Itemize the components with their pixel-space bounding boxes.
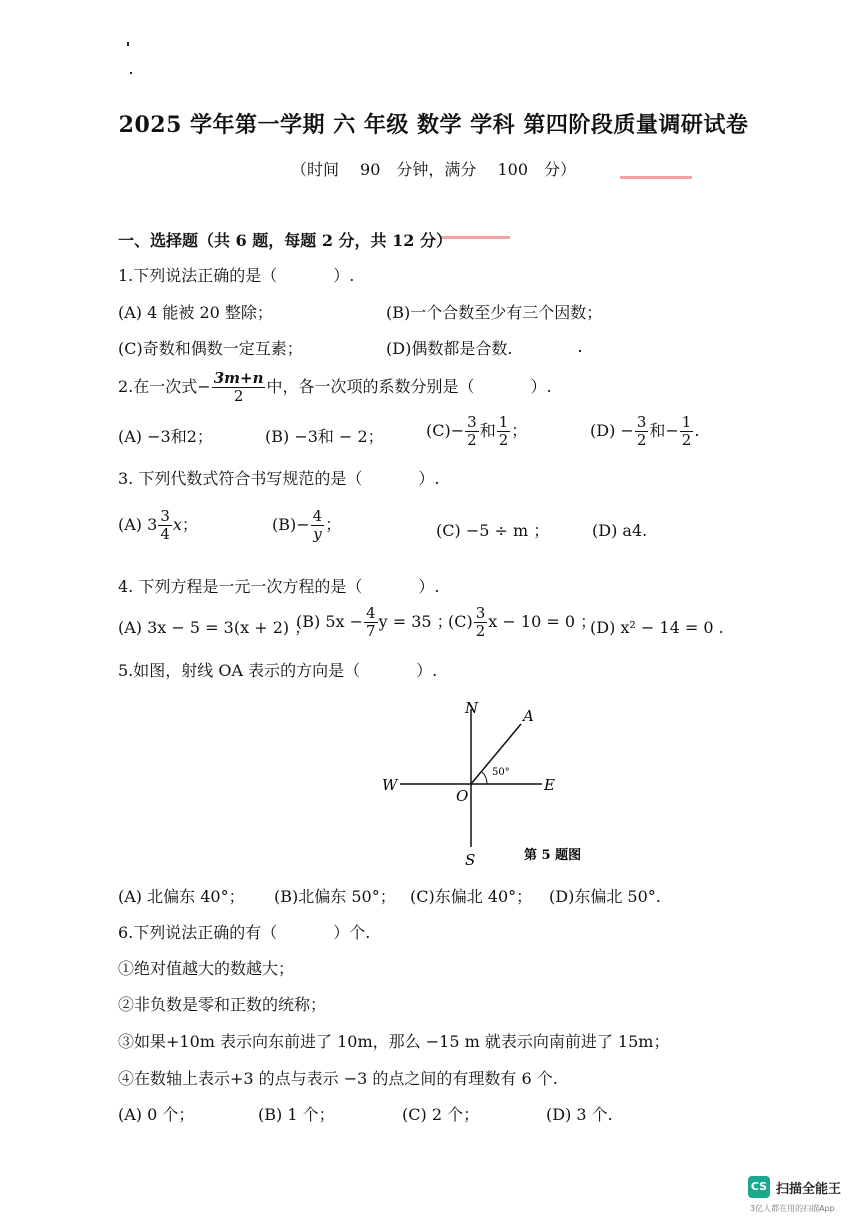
question-5-option-c: (C)东偏北 40°； bbox=[410, 887, 533, 906]
question-1-option-b: (B)一个合数至少有三个因数； bbox=[386, 303, 603, 322]
question-5-option-d: (D)东偏北 50°. bbox=[549, 887, 661, 906]
question-6-stem bbox=[118, 922, 370, 944]
question-5-stem bbox=[118, 660, 437, 682]
scan-speck bbox=[127, 42, 129, 46]
compass-figure bbox=[370, 695, 630, 875]
question-2-stem bbox=[118, 370, 552, 405]
fraction bbox=[158, 508, 172, 543]
question-4-option-d: (D) x² − 14 = 0 . bbox=[590, 618, 724, 637]
stem-text: ）. bbox=[333, 266, 355, 285]
fraction bbox=[497, 414, 511, 449]
and-text: 和 bbox=[479, 421, 496, 440]
question-6-statement-1: ①绝对值越大的数越大； bbox=[118, 959, 295, 978]
angle-arc bbox=[482, 772, 487, 784]
numerator: 1 bbox=[498, 413, 509, 431]
question-2-option-b: (B) −3和 − 2； bbox=[265, 427, 384, 446]
fraction bbox=[212, 370, 266, 405]
option-text: y = 35 ； bbox=[378, 612, 453, 631]
question-5-option-b: (B)北偏东 50°； bbox=[274, 887, 396, 906]
question-6-option-d: (D) 3 个. bbox=[546, 1105, 613, 1124]
stem-text: 5.如图，射线 OA 表示的方向是（ bbox=[118, 661, 361, 680]
question-2-option-c: (C)− $\frac{3}{2}$ 和 $\frac{1}{2}$ ； bbox=[426, 413, 528, 449]
option-end: ； bbox=[511, 421, 528, 440]
question-4-option-c bbox=[448, 605, 596, 640]
scanner-app-name: 扫描全能王 bbox=[776, 1182, 842, 1197]
question-4-option-b bbox=[296, 605, 453, 640]
angle-label: 50° bbox=[492, 767, 510, 778]
question-1-option-d: (D)偶数都是合数. bbox=[386, 339, 513, 358]
denominator: 2 bbox=[498, 431, 509, 449]
question-2-option-d: (D) − $\frac{3}{2}$ 和− $\frac{1}{2}$ . bbox=[590, 413, 700, 449]
minus-sign: − bbox=[197, 377, 211, 396]
whole-number: 3 bbox=[147, 515, 158, 534]
denominator: 7 bbox=[366, 622, 376, 640]
numerator: 3 bbox=[636, 413, 647, 431]
question-1-stem bbox=[118, 265, 354, 287]
and-text: 和 bbox=[649, 421, 666, 440]
option-end: ； bbox=[325, 515, 342, 534]
figure-caption: 第 5 题图 bbox=[524, 848, 582, 863]
denominator: 2 bbox=[233, 387, 244, 405]
fraction bbox=[680, 414, 694, 449]
numerator: 3 bbox=[160, 507, 170, 525]
scan-speck bbox=[579, 350, 581, 352]
fraction bbox=[635, 414, 649, 449]
question-6-statement-3: ③如果+10m 表示向东前进了 10m，那么 −15 m 就表示向南前进了 15m； bbox=[118, 1032, 670, 1051]
question-6-statement-2: ②非负数是零和正数的统称； bbox=[118, 995, 327, 1014]
stem-text: 3. 下列代数式符合书写规范的是（ bbox=[118, 469, 363, 488]
label-e: E bbox=[544, 776, 555, 794]
option-label: (B) bbox=[272, 515, 297, 534]
question-3-option-b: (B)− $\frac{4}{y}$ ； bbox=[272, 507, 342, 543]
label-n: N bbox=[465, 699, 479, 717]
question-3-option-a bbox=[118, 508, 198, 543]
scan-speck bbox=[130, 72, 132, 74]
question-6-statement-4: ④在数轴上表示+3 的点与表示 −3 的点之间的有理数有 6 个. bbox=[118, 1069, 558, 1088]
option-end: ； bbox=[181, 515, 198, 534]
label-o: O bbox=[456, 787, 469, 805]
denominator: 4 bbox=[160, 525, 170, 543]
question-6-option-a: (A) 0 个； bbox=[118, 1105, 195, 1124]
option-label: (C) bbox=[448, 612, 473, 631]
question-1-option-c: (C)奇数和偶数一定互素； bbox=[118, 339, 303, 358]
denominator: 2 bbox=[475, 622, 486, 640]
option-text: (B) 5x − bbox=[296, 612, 364, 631]
question-5-option-a: (A) 北偏东 40°； bbox=[118, 887, 245, 906]
question-4-stem bbox=[118, 576, 439, 598]
question-3-option-c: (C) −5 ÷ m ； bbox=[436, 521, 550, 540]
question-6-option-c: (C) 2 个； bbox=[402, 1105, 480, 1124]
stem-text: 2.在一次式 bbox=[118, 377, 198, 396]
numerator: 1 bbox=[681, 413, 692, 431]
stem-text: 中，各一次项的系数分别是（ bbox=[266, 377, 475, 396]
option-label: (D) bbox=[590, 421, 616, 440]
numerator: 3m+n bbox=[213, 369, 264, 387]
section-heading: 一、选择题（共 6 题，每题 2 分，共 12 分） bbox=[118, 231, 452, 250]
scanner-logo: CS bbox=[748, 1176, 770, 1198]
denominator: 2 bbox=[636, 431, 647, 449]
question-2-option-a: (A) −3和2； bbox=[118, 427, 213, 446]
stem-text: ）. bbox=[418, 577, 440, 596]
stem-text: 1.下列说法正确的是（ bbox=[118, 266, 278, 285]
question-6-option-b: (B) 1 个； bbox=[258, 1105, 335, 1124]
fraction bbox=[311, 508, 325, 543]
question-1-option-a: (A) 4 能被 20 整除； bbox=[118, 303, 273, 322]
option-label: (C) bbox=[426, 421, 451, 440]
stem-text: 6.下列说法正确的有（ bbox=[118, 923, 278, 942]
numerator: 4 bbox=[366, 604, 376, 622]
stem-text: ）个. bbox=[333, 923, 371, 942]
exam-subtitle: （时间 90 分钟，满分 100 分） bbox=[290, 160, 577, 179]
question-4-option-a: (A) 3x − 5 = 3(x + 2) ； bbox=[118, 618, 311, 637]
label-w: W bbox=[382, 776, 398, 794]
stem-text: ）. bbox=[530, 377, 552, 396]
numerator: 4 bbox=[312, 507, 323, 525]
option-text: x − 10 = 0 ； bbox=[488, 612, 597, 631]
denominator: y bbox=[313, 525, 322, 543]
variable: x bbox=[172, 515, 182, 534]
denominator: 2 bbox=[467, 431, 477, 449]
fraction bbox=[364, 605, 378, 640]
numerator: 3 bbox=[467, 413, 477, 431]
denominator: 2 bbox=[681, 431, 692, 449]
scanner-tagline: 3亿人都在用的扫描App bbox=[750, 1204, 835, 1213]
label-s: S bbox=[465, 851, 476, 869]
question-3-option-d: (D) a4. bbox=[592, 521, 648, 540]
option-label: (A) bbox=[118, 515, 143, 534]
numerator: 3 bbox=[475, 604, 486, 622]
stem-text: ）. bbox=[416, 661, 438, 680]
fraction bbox=[474, 605, 488, 640]
exam-title: 2025 学年第一学期 六 年级 数学 学科 第四阶段质量调研试卷 bbox=[118, 112, 749, 138]
stem-text: ）. bbox=[418, 469, 440, 488]
stem-text: 4. 下列方程是一元一次方程的是（ bbox=[118, 577, 363, 596]
label-a: A bbox=[523, 707, 534, 725]
question-3-stem bbox=[118, 468, 439, 490]
fraction bbox=[465, 414, 479, 449]
option-end: . bbox=[694, 421, 700, 440]
